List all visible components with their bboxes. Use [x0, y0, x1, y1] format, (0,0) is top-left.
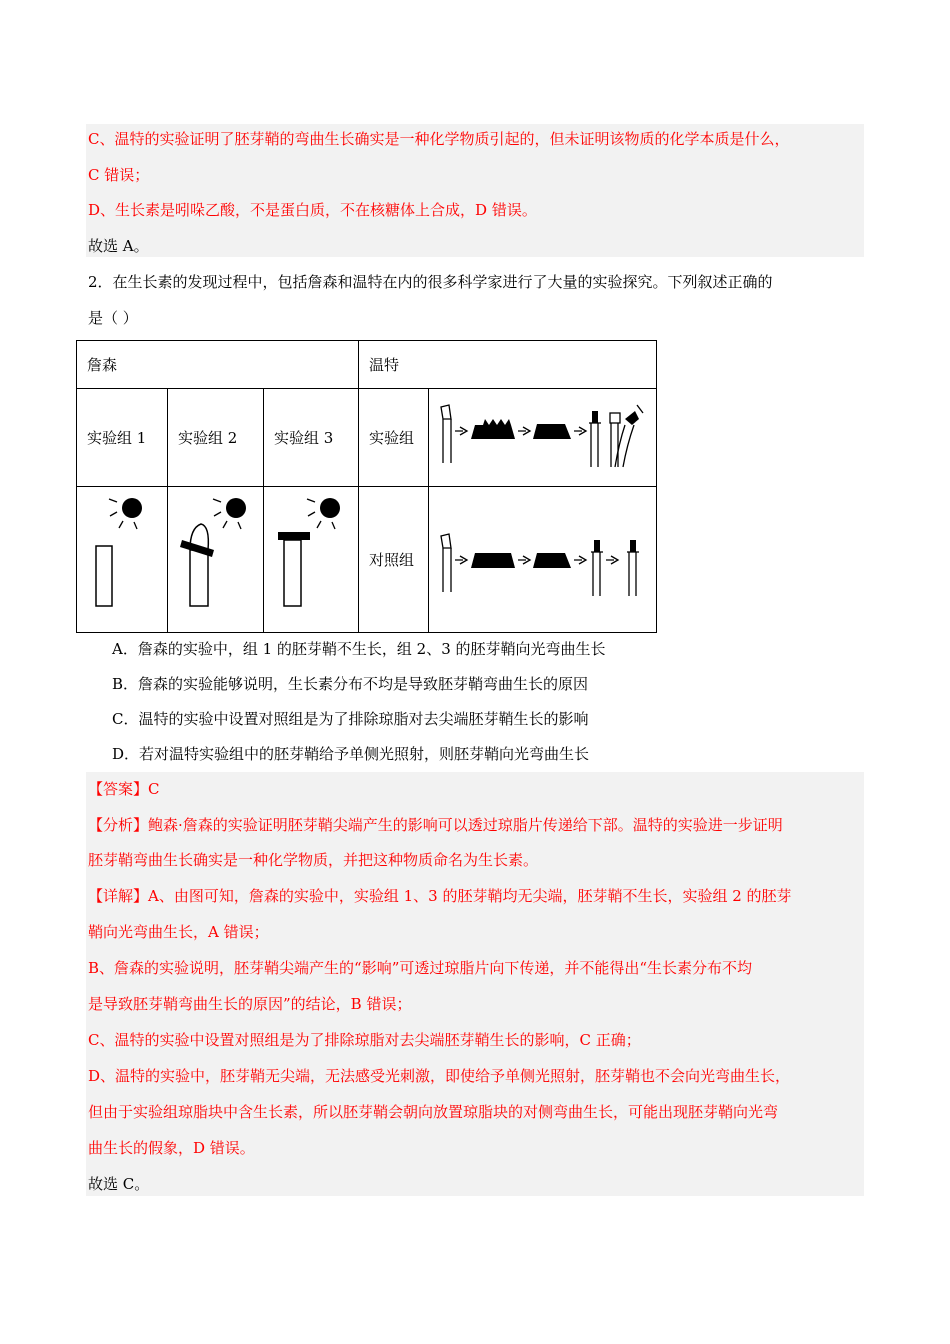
detail-line: B、詹森的实验说明，胚芽鞘尖端产生的“影响”可透过琼脂片向下传递，并不能得出“生长素分布不均 — [88, 959, 753, 977]
option-c[interactable]: C．温特的实验中设置对照组是为了排除琼脂对去尖端胚芽鞘生长的影响 — [112, 710, 589, 728]
control-group-label: 对照组 — [359, 487, 429, 633]
answer-line: 【答案】C — [88, 780, 160, 798]
conclusion-line: 故选 C。 — [88, 1175, 150, 1193]
group1-diagram — [77, 487, 168, 633]
question-stem: 2．在生长素的发现过程中，包括詹森和温特在内的很多科学家进行了大量的实验探究。下列叙述正确的 — [88, 273, 773, 291]
question-stem-cont: 是（ ） — [88, 309, 138, 327]
went-control-diagram — [429, 487, 657, 633]
detail-line: D、温特的实验中，胚芽鞘无尖端，无法感受光刺激，即使给予单侧光照射，胚芽鞘也不会向光弯曲生长， — [88, 1067, 791, 1085]
option-b[interactable]: B．詹森的实验能够说明，生长素分布不均是导致胚芽鞘弯曲生长的原因 — [112, 675, 589, 693]
group3-diagram — [264, 487, 359, 633]
sun-icon — [307, 498, 340, 529]
went-header: 温特 — [359, 341, 657, 389]
explanation-line: C、温特的实验证明了胚芽鞘的弯曲生长确实是一种化学物质引起的，但未证明该物质的化学本质是什么， — [88, 130, 790, 148]
detail-line: C、温特的实验中设置对照组是为了排除琼脂对去尖端胚芽鞘生长的影响，C 正确； — [88, 1031, 641, 1049]
explanation-line: C 错误； — [88, 166, 150, 184]
option-d[interactable]: D．若对温特实验组中的胚芽鞘给予单侧光照射，则胚芽鞘向光弯曲生长 — [112, 745, 590, 763]
experiment-group-label: 实验组 — [359, 389, 429, 487]
explanation-line: D、生长素是吲哚乙酸，不是蛋白质，不在核糖体上合成，D 错误。 — [88, 201, 537, 219]
experiment-table — [76, 340, 657, 633]
detail-line: 但由于实验组琼脂块中含生长素，所以胚芽鞘会朝向放置琼脂块的对侧弯曲生长，可能出现胚芽鞘向光弯 — [88, 1103, 779, 1121]
group1-label: 实验组 1 — [77, 389, 168, 487]
went-experiment-diagram — [429, 389, 657, 487]
detail-line: 是导致胚芽鞘弯曲生长的原因”的结论，B 错误； — [88, 995, 412, 1013]
detail-line: 鞘向光弯曲生长，A 错误； — [88, 923, 269, 941]
group2-diagram — [168, 487, 264, 633]
jensen-header: 詹森 — [77, 341, 359, 389]
analysis-line: 【分析】鲍森·詹森的实验证明胚芽鞘尖端产生的影响可以透过琼脂片传递给下部。温特的实验进一步证明 — [88, 816, 783, 834]
conclusion-line: 故选 A。 — [88, 237, 149, 255]
group2-label: 实验组 2 — [168, 389, 264, 487]
sun-icon — [109, 498, 142, 529]
detail-line: 【详解】A、由图可知，詹森的实验中，实验组 1、3 的胚芽鞘均无尖端，胚芽鞘不生长，实验组 2 的胚芽 — [88, 887, 792, 905]
detail-line: 曲生长的假象，D 错误。 — [88, 1139, 255, 1157]
answer-block — [86, 772, 864, 1196]
group3-label: 实验组 3 — [264, 389, 359, 487]
sun-icon — [213, 498, 246, 529]
analysis-line: 胚芽鞘弯曲生长确实是一种化学物质，并把这种物质命名为生长素。 — [88, 851, 539, 869]
option-a[interactable]: A．詹森的实验中，组 1 的胚芽鞘不生长，组 2、3 的胚芽鞘向光弯曲生长 — [112, 640, 606, 658]
